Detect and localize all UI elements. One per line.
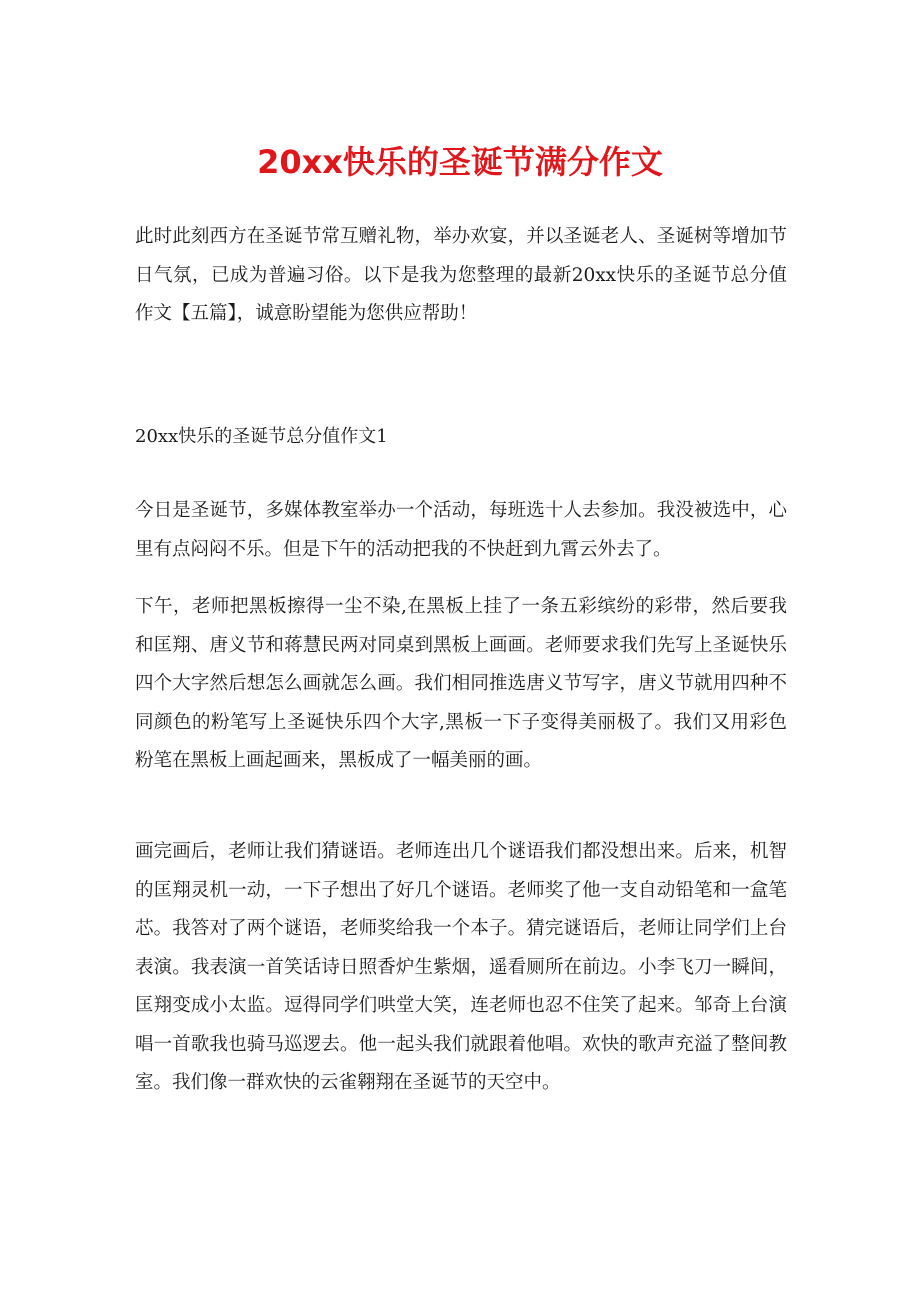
document-title: 20xx快乐的圣诞节满分作文: [257, 143, 663, 181]
body-paragraph-1: 今日是圣诞节，多媒体教室举办一个活动，每班选十人去参加。我没被选中，心里有点闷闷不乐。但是下午的活动把我的不快赶到九霄云外去了。: [135, 500, 787, 560]
section-heading: 20xx快乐的圣诞节总分值作文1: [135, 426, 388, 447]
body-paragraph-2: 下午，老师把黑板擦得一尘不染,在黑板上挂了一条五彩缤纷的彩带，然后要我和匡翔、唐义节和蒋慧民两对同桌到黑板上画画。老师要求我们先写上圣诞快乐四个大字然后想怎么画就怎么画。我们相同推选唐义节写字，唐义节就用四种不同颜色的粉笔写上圣诞快乐四个大字,黑板一下子变得美丽极了。我们又用彩色粉笔在黑板上画起画来，黑板成了一幅美丽的画。: [135, 596, 787, 771]
intro-paragraph: 此时此刻西方在圣诞节常互赠礼物，举办欢宴，并以圣诞老人、圣诞树等增加节日气氛，已成为普遍习俗。以下是我为您整理的最新20xx快乐的圣诞节总分值作文【五篇】，诚意盼望能为您供应帮助！: [135, 226, 787, 324]
body-paragraph-3: 画完画后，老师让我们猜谜语。老师连出几个谜语我们都没想出来。后来，机智的匡翔灵机一动，一下子想出了好几个谜语。老师奖了他一支自动铅笔和一盒笔芯。我答对了两个谜语，老师奖给我一个本子。猜完谜语后，老师让同学们上台表演。我表演一首笑话诗日照香炉生紫烟，遥看厕所在前边。小李飞刀一瞬间，匡翔变成小太监。逗得同学们哄堂大笑，连老师也忍不住笑了起来。邹奇上台演唱一首歌我也骑马巡逻去。他一起头我们就跟着他唱。欢快的歌声充溢了整间教室。我们像一群欢快的云雀翱翔在圣诞节的天空中。: [135, 841, 787, 1093]
